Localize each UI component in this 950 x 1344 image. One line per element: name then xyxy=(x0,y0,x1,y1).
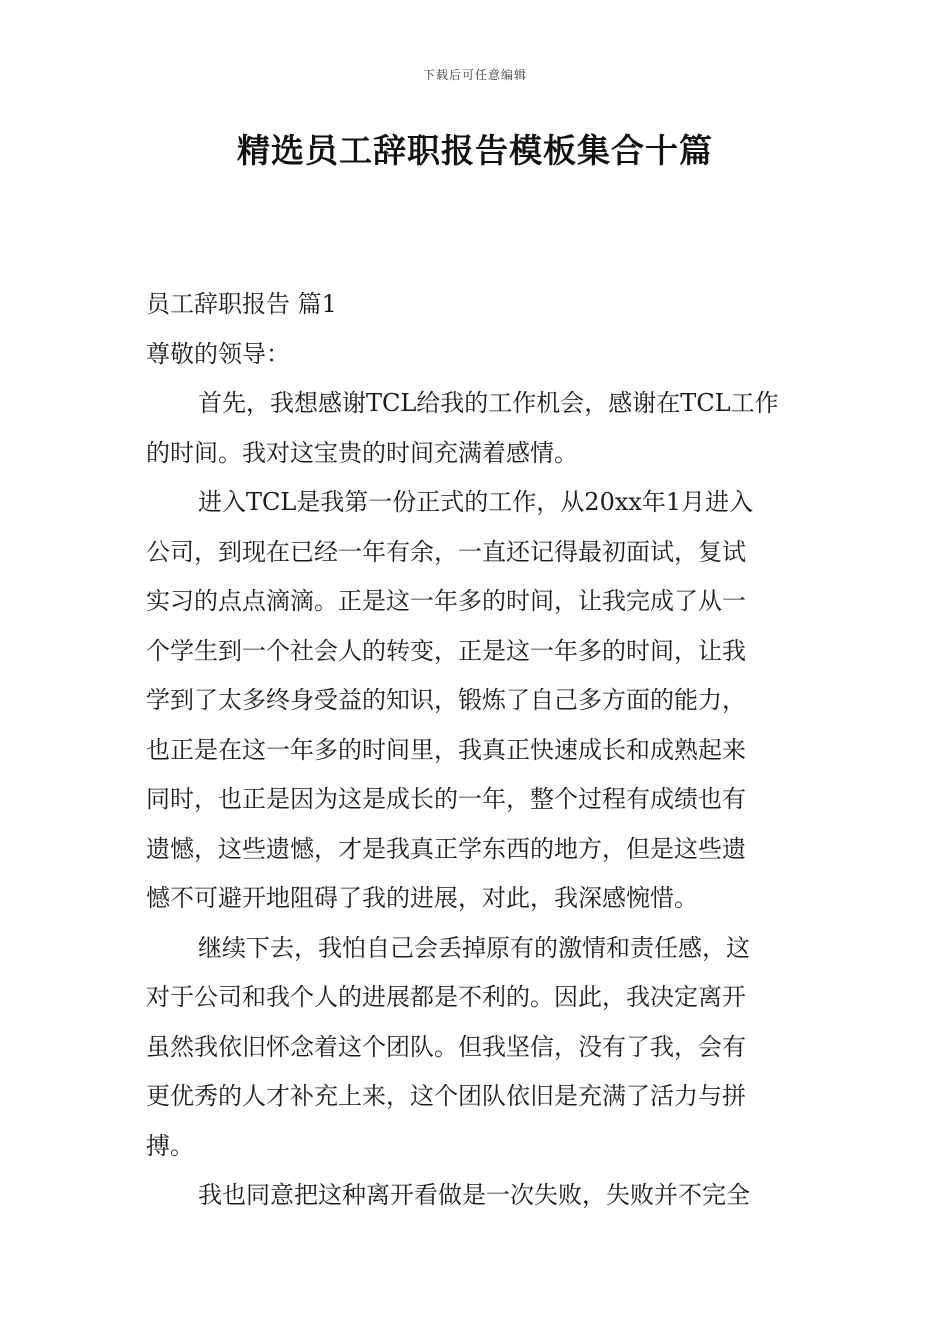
body-line: 搏。 xyxy=(146,1131,194,1160)
body-line: 也正是在这一年多的时间里，我真正快速成长和成熟起来 xyxy=(146,735,746,764)
body-line: 员工辞职报告 篇1 xyxy=(146,290,337,318)
body-line: 尊敬的领导： xyxy=(146,339,290,368)
body-line: 的时间。我对这宝贵的时间充满着感情。 xyxy=(146,438,578,467)
body-line: 个学生到一个社会人的转变，正是这一年多的时间，让我 xyxy=(146,636,746,665)
body-line: 遗憾，这些遗憾，才是我真正学东西的地方，但是这些遗 xyxy=(146,834,746,863)
body-line: 虽然我依旧怀念着这个团队。但我坚信，没有了我，会有 xyxy=(146,1032,746,1061)
body-line: 公司，到现在已经一年有余，一直还记得最初面试，复试 xyxy=(146,537,746,566)
body-line: 我也同意把这种离开看做是一次失败，失败并不完全 xyxy=(198,1181,750,1209)
body-line: 继续下去，我怕自己会丢掉原有的激情和责任感，这 xyxy=(198,933,750,962)
body-line: 进入TCL是我第一份正式的工作，从20xx年1月进入 xyxy=(198,488,754,516)
header-note: 下载后可任意编辑 xyxy=(422,68,527,82)
body-line: 更优秀的人才补充上来，这个团队依旧是充满了活力与拼 xyxy=(146,1082,746,1110)
body-line: 对于公司和我个人的进展都是不利的。因此，我决定离开 xyxy=(146,983,746,1011)
body-line: 学到了太多终身受益的知识，锻炼了自己多方面的能力， xyxy=(146,686,746,714)
document-body xyxy=(146,280,806,1221)
body-line: 实习的点点滴滴。正是这一年多的时间，让我完成了从一 xyxy=(146,587,746,615)
body-line: 首先，我想感谢TCL给我的工作机会，感谢在TCL工作 xyxy=(198,389,779,417)
body-line: 同时，也正是因为这是成长的一年，整个过程有成绩也有 xyxy=(146,785,746,813)
document-title: 精选员工辞职报告模板集合十篇 xyxy=(237,131,713,170)
body-line: 憾不可避开地阻碍了我的进展，对此，我深感惋惜。 xyxy=(146,884,698,912)
